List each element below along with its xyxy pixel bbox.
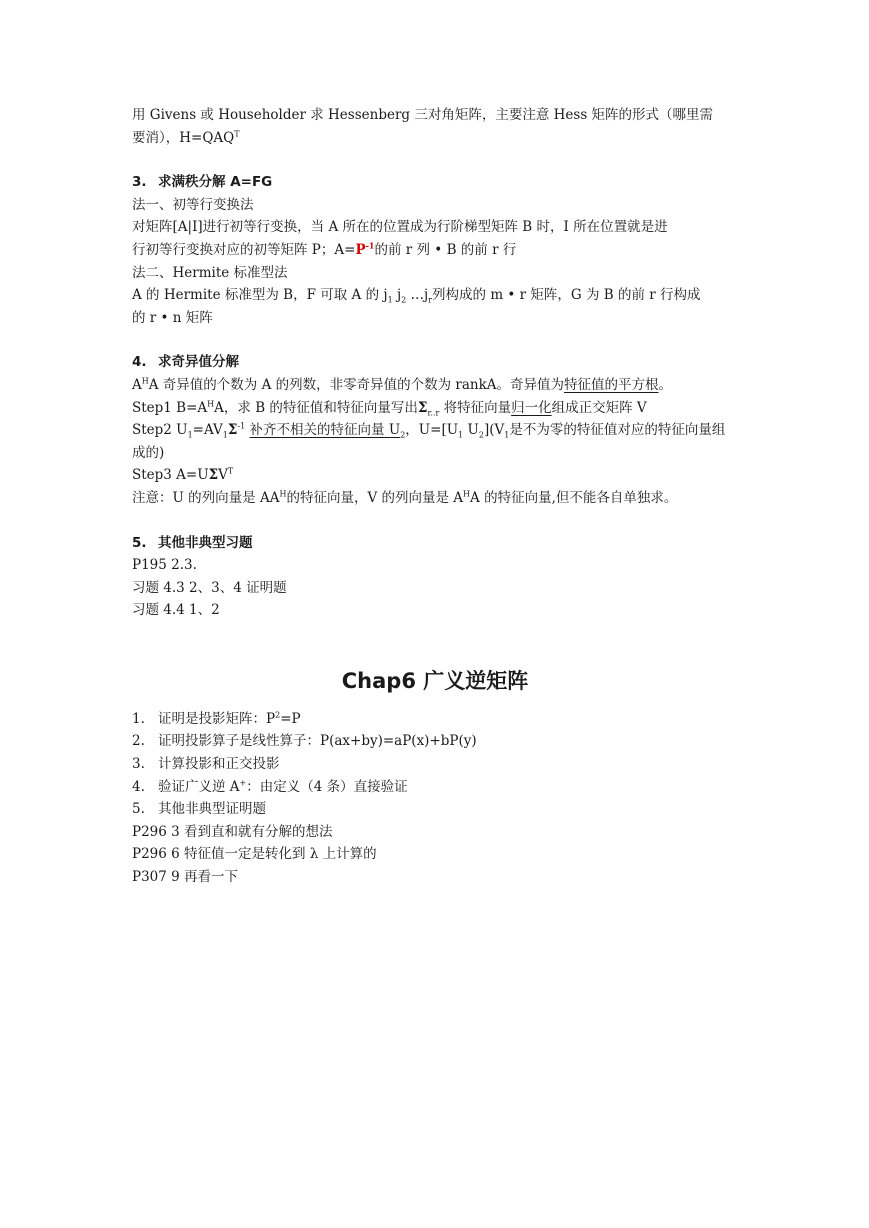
list-item: 5. 其他非典型证明题	[132, 801, 266, 818]
svd-line-1: $A^HA$ 奇异值的个数为 A 的列数，非零奇异值的个数为 rankA。奇异值为特征值的平方根。	[132, 376, 673, 393]
exercise-item: 习题 4.4 1、2	[132, 602, 220, 619]
svd-step-1: Step1 $B=A^HA$，求 B 的特征值和特征向量写出$\Sigma_{r..r}$ 将特征向量归一化组成正交矩阵 V	[132, 399, 647, 418]
chapter-title: Chap6 广义逆矩阵	[341, 668, 529, 693]
intro-line-2: 要消），$H=QAQ^T$	[132, 129, 240, 146]
svd-note: 注意：U 的列向量是 $AA^H$的特征向量，V 的列向量是 $A^HA$ 的特征向量,但不能各自单独求。	[132, 489, 678, 506]
list-item: 1. 证明是投影矩阵：$P^2=P$	[132, 710, 301, 727]
section-5-heading: 5. 其他非典型习题	[132, 534, 253, 551]
document-page	[132, 104, 738, 889]
section-4-heading: 4. 求奇异值分解	[132, 354, 239, 371]
chapter-note: P307 9 再看一下	[132, 869, 239, 886]
method-1-line-1: 对矩阵[A|I]进行初等行变换，当 A 所在的位置成为行阶梯型矩阵 B 时，I 所在位置就是进	[132, 219, 668, 236]
list-item: 3. 计算投影和正交投影	[132, 756, 280, 773]
list-item: 4. 验证广义逆 A+：由定义（4 条）直接验证	[132, 778, 408, 795]
method-2-title: 法二、Hermite 标准型法	[132, 264, 288, 281]
exercise-item: 习题 4.3 2、3、4 证明题	[132, 579, 287, 596]
svd-step-2: Step2 $U_1=AV_1\Sigma^{-1}$ 补齐不相关的特征向量 $U_2$，$U=[U_1$ $U_2](V_1$是不为零的特征值对应的特征向量组	[132, 421, 726, 440]
chapter-note: P296 3 看到直和就有分解的想法	[132, 823, 333, 840]
method-2-line-2: 的 r • n 矩阵	[132, 309, 213, 326]
intro-line-1: 用 Givens 或 Householder 求 Hessenberg 三对角矩阵，主要注意 Hess 矩阵的形式（哪里需	[132, 107, 714, 123]
section-3-heading: 3. 求满秩分解 A=FG	[132, 174, 273, 191]
svd-step-2-cont: 成的)	[132, 444, 165, 461]
list-item: 2. 证明投影算子是线性算子：P(ax+by)=aP(x)+bP(y)	[132, 733, 477, 750]
exercise-item: P195 2.3.	[132, 557, 197, 574]
svd-step-3: Step3 $A=U\Sigma V^T$	[132, 466, 234, 484]
p-inverse-highlight: $P^{-1}$	[355, 240, 375, 258]
method-2-line-1: A 的 Hermite 标准型为 B，F 可取 A 的 $j_1$ $j_2$ $\dots j_r$列构成的 m • r 矩阵，G 为 B 的前 r 行构成	[132, 287, 701, 305]
method-1-line-2: 行初等行变换对应的初等矩阵 P；$A=P^{-1}$的前 r 列 • B 的前 r 行	[132, 240, 517, 258]
chapter-note: P296 6 特征值一定是转化到 λ 上计算的	[132, 846, 377, 863]
method-1-title: 法一、初等行变换法	[132, 196, 254, 213]
